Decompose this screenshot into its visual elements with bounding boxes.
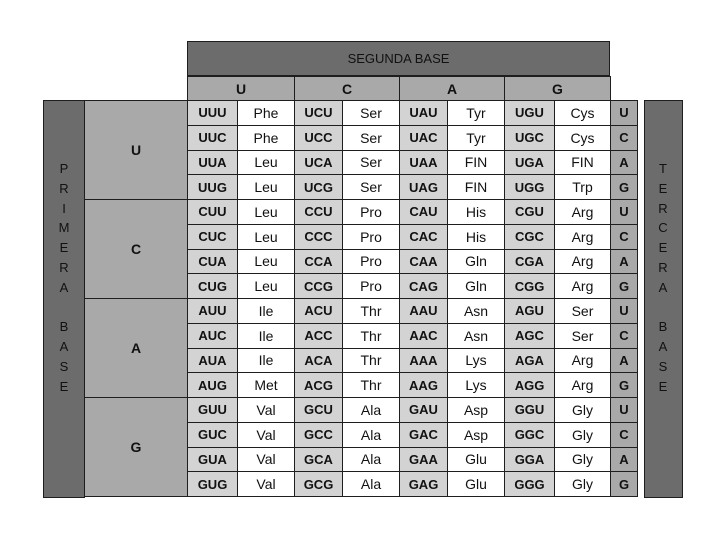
amino-acid-cell: Thr: [342, 323, 400, 349]
codon-cell: GGA: [504, 447, 555, 473]
codon-cell: CCG: [294, 273, 343, 299]
primera-base-letter: B: [59, 319, 69, 335]
amino-acid-cell: Gln: [447, 249, 505, 275]
second-base-header-u: U: [187, 76, 295, 101]
amino-acid-cell: Arg: [554, 224, 611, 250]
codon-cell: CUU: [187, 199, 238, 225]
codon-cell: AAC: [399, 323, 448, 349]
third-base-c: C: [610, 224, 638, 250]
codon-cell: AGA: [504, 348, 555, 374]
codon-cell: UAU: [399, 100, 448, 126]
codon-cell: CCC: [294, 224, 343, 250]
amino-acid-cell: Leu: [237, 273, 295, 299]
codon-cell: UGA: [504, 150, 555, 176]
amino-acid-cell: Arg: [554, 348, 611, 374]
codon-cell: GUG: [187, 471, 238, 497]
amino-acid-cell: Pro: [342, 273, 400, 299]
codon-cell: AUG: [187, 372, 238, 398]
codon-cell: UGC: [504, 125, 555, 151]
codon-cell: CGU: [504, 199, 555, 225]
primera-base-letter: I: [62, 200, 66, 216]
amino-acid-cell: Asn: [447, 298, 505, 324]
amino-acid-cell: Asp: [447, 422, 505, 448]
amino-acid-cell: Cys: [554, 100, 611, 126]
amino-acid-cell: FIN: [447, 174, 505, 200]
amino-acid-cell: Arg: [554, 372, 611, 398]
table-title: SEGUNDA BASE: [187, 41, 610, 76]
amino-acid-cell: Ile: [237, 323, 295, 349]
amino-acid-cell: Asn: [447, 323, 505, 349]
tercera-base-letter: B: [658, 319, 668, 335]
amino-acid-cell: His: [447, 199, 505, 225]
first-base-c: C: [84, 199, 188, 299]
codon-cell: UAA: [399, 150, 448, 176]
third-base-u: U: [610, 298, 638, 324]
tercera-base-letter: E: [658, 378, 668, 394]
amino-acid-cell: Ser: [342, 125, 400, 151]
third-base-c: C: [610, 323, 638, 349]
codon-cell: UCC: [294, 125, 343, 151]
codon-cell: ACC: [294, 323, 343, 349]
amino-acid-cell: FIN: [447, 150, 505, 176]
amino-acid-cell: Val: [237, 447, 295, 473]
third-base-a: A: [610, 249, 638, 275]
amino-acid-cell: Arg: [554, 199, 611, 225]
codon-cell: UUU: [187, 100, 238, 126]
amino-acid-cell: Leu: [237, 249, 295, 275]
third-base-a: A: [610, 348, 638, 374]
codon-cell: GGU: [504, 397, 555, 423]
amino-acid-cell: Val: [237, 422, 295, 448]
codon-cell: AAG: [399, 372, 448, 398]
amino-acid-cell: Gln: [447, 273, 505, 299]
tercera-base-letter: R: [658, 260, 668, 275]
amino-acid-cell: Gly: [554, 397, 611, 423]
codon-cell: UGG: [504, 174, 555, 200]
codon-cell: ACG: [294, 372, 343, 398]
amino-acid-cell: Thr: [342, 348, 400, 374]
amino-acid-cell: Ile: [237, 348, 295, 374]
codon-cell: UAC: [399, 125, 448, 151]
amino-acid-cell: Ala: [342, 422, 400, 448]
amino-acid-cell: Leu: [237, 150, 295, 176]
first-base-label-column: [43, 100, 85, 498]
codon-cell: UGU: [504, 100, 555, 126]
amino-acid-cell: Lys: [447, 372, 505, 398]
amino-acid-cell: Met: [237, 372, 295, 398]
primera-base-letter: P: [59, 161, 69, 176]
primera-base-letter: E: [59, 378, 69, 394]
amino-acid-cell: Ser: [342, 100, 400, 126]
amino-acid-cell: Ala: [342, 397, 400, 423]
codon-cell: CAC: [399, 224, 448, 250]
amino-acid-cell: Gly: [554, 447, 611, 473]
first-base-u: U: [84, 100, 188, 200]
amino-acid-cell: Ile: [237, 298, 295, 324]
third-base-a: A: [610, 150, 638, 176]
primera-base-letter: A: [59, 339, 69, 355]
third-base-u: U: [610, 199, 638, 225]
codon-cell: CGC: [504, 224, 555, 250]
tercera-base-letter: S: [658, 359, 668, 374]
amino-acid-cell: Phe: [237, 125, 295, 151]
codon-cell: GUA: [187, 447, 238, 473]
amino-acid-cell: Val: [237, 397, 295, 423]
amino-acid-cell: Ala: [342, 447, 400, 473]
codon-cell: UCA: [294, 150, 343, 176]
amino-acid-cell: Gly: [554, 422, 611, 448]
amino-acid-cell: Glu: [447, 471, 505, 497]
amino-acid-cell: Val: [237, 471, 295, 497]
codon-cell: UCG: [294, 174, 343, 200]
codon-cell: GAC: [399, 422, 448, 448]
codon-cell: GCU: [294, 397, 343, 423]
amino-acid-cell: Ser: [342, 150, 400, 176]
amino-acid-cell: Ser: [342, 174, 400, 200]
first-base-a: A: [84, 298, 188, 398]
tercera-base-letter: T: [659, 161, 667, 176]
codon-cell: AUU: [187, 298, 238, 324]
codon-cell: UUA: [187, 150, 238, 176]
codon-cell: GCA: [294, 447, 343, 473]
primera-base-letter: S: [59, 359, 69, 374]
codon-cell: GAA: [399, 447, 448, 473]
second-base-header-c: C: [294, 76, 400, 101]
amino-acid-cell: Thr: [342, 298, 400, 324]
amino-acid-cell: Trp: [554, 174, 611, 200]
third-base-c: C: [610, 125, 638, 151]
codon-cell: AGG: [504, 372, 555, 398]
codon-cell: CUA: [187, 249, 238, 275]
first-base-g: G: [84, 397, 188, 497]
third-base-c: C: [610, 422, 638, 448]
amino-acid-cell: Ser: [554, 298, 611, 324]
primera-base-letter: M: [58, 220, 70, 236]
amino-acid-cell: Arg: [554, 249, 611, 275]
primera-base-letter: R: [59, 180, 69, 196]
codon-cell: CGG: [504, 273, 555, 299]
amino-acid-cell: Lys: [447, 348, 505, 374]
codon-cell: CGA: [504, 249, 555, 275]
amino-acid-cell: Pro: [342, 199, 400, 225]
primera-base-letter: A: [59, 279, 69, 295]
codon-cell: GAU: [399, 397, 448, 423]
tercera-base-letter: A: [658, 279, 668, 295]
codon-cell: AGC: [504, 323, 555, 349]
primera-base-letter: R: [59, 260, 69, 275]
codon-cell: CUC: [187, 224, 238, 250]
codon-cell: CAU: [399, 199, 448, 225]
amino-acid-cell: Asp: [447, 397, 505, 423]
amino-acid-cell: Gly: [554, 471, 611, 497]
codon-cell: CAG: [399, 273, 448, 299]
tercera-base-letter: C: [658, 220, 668, 236]
third-base-a: A: [610, 447, 638, 473]
codon-cell: GGC: [504, 422, 555, 448]
codon-cell: GGG: [504, 471, 555, 497]
codon-cell: CCA: [294, 249, 343, 275]
third-base-label-column: [644, 100, 683, 498]
codon-cell: GUC: [187, 422, 238, 448]
amino-acid-cell: Leu: [237, 224, 295, 250]
third-base-u: U: [610, 100, 638, 126]
second-base-header-a: A: [399, 76, 505, 101]
amino-acid-cell: Tyr: [447, 100, 505, 126]
codon-cell: ACU: [294, 298, 343, 324]
amino-acid-cell: Ala: [342, 471, 400, 497]
third-base-g: G: [610, 273, 638, 299]
second-base-header-g: G: [504, 76, 611, 101]
amino-acid-cell: Pro: [342, 249, 400, 275]
amino-acid-cell: Pro: [342, 224, 400, 250]
codon-cell: UUC: [187, 125, 238, 151]
amino-acid-cell: Ser: [554, 323, 611, 349]
primera-base-letter: E: [59, 240, 69, 256]
codon-cell: CUG: [187, 273, 238, 299]
codon-cell: AAU: [399, 298, 448, 324]
amino-acid-cell: Leu: [237, 174, 295, 200]
codon-cell: UCU: [294, 100, 343, 126]
amino-acid-cell: Phe: [237, 100, 295, 126]
codon-cell: GCG: [294, 471, 343, 497]
tercera-base-letter: R: [658, 200, 668, 216]
codon-cell: AAA: [399, 348, 448, 374]
amino-acid-cell: Glu: [447, 447, 505, 473]
tercera-base-letter: E: [658, 240, 668, 256]
codon-cell: AUC: [187, 323, 238, 349]
amino-acid-cell: Cys: [554, 125, 611, 151]
third-base-u: U: [610, 397, 638, 423]
third-base-g: G: [610, 174, 638, 200]
amino-acid-cell: Tyr: [447, 125, 505, 151]
codon-cell: AGU: [504, 298, 555, 324]
amino-acid-cell: Arg: [554, 273, 611, 299]
codon-cell: GUU: [187, 397, 238, 423]
tercera-base-letter: A: [658, 339, 668, 355]
tercera-base-letter: E: [658, 180, 668, 196]
amino-acid-cell: His: [447, 224, 505, 250]
codon-cell: AUA: [187, 348, 238, 374]
third-base-g: G: [610, 372, 638, 398]
codon-cell: CCU: [294, 199, 343, 225]
codon-cell: ACA: [294, 348, 343, 374]
codon-cell: CAA: [399, 249, 448, 275]
codon-cell: GCC: [294, 422, 343, 448]
codon-cell: UAG: [399, 174, 448, 200]
amino-acid-cell: FIN: [554, 150, 611, 176]
codon-cell: UUG: [187, 174, 238, 200]
third-base-g: G: [610, 471, 638, 497]
amino-acid-cell: Thr: [342, 372, 400, 398]
codon-cell: GAG: [399, 471, 448, 497]
amino-acid-cell: Leu: [237, 199, 295, 225]
